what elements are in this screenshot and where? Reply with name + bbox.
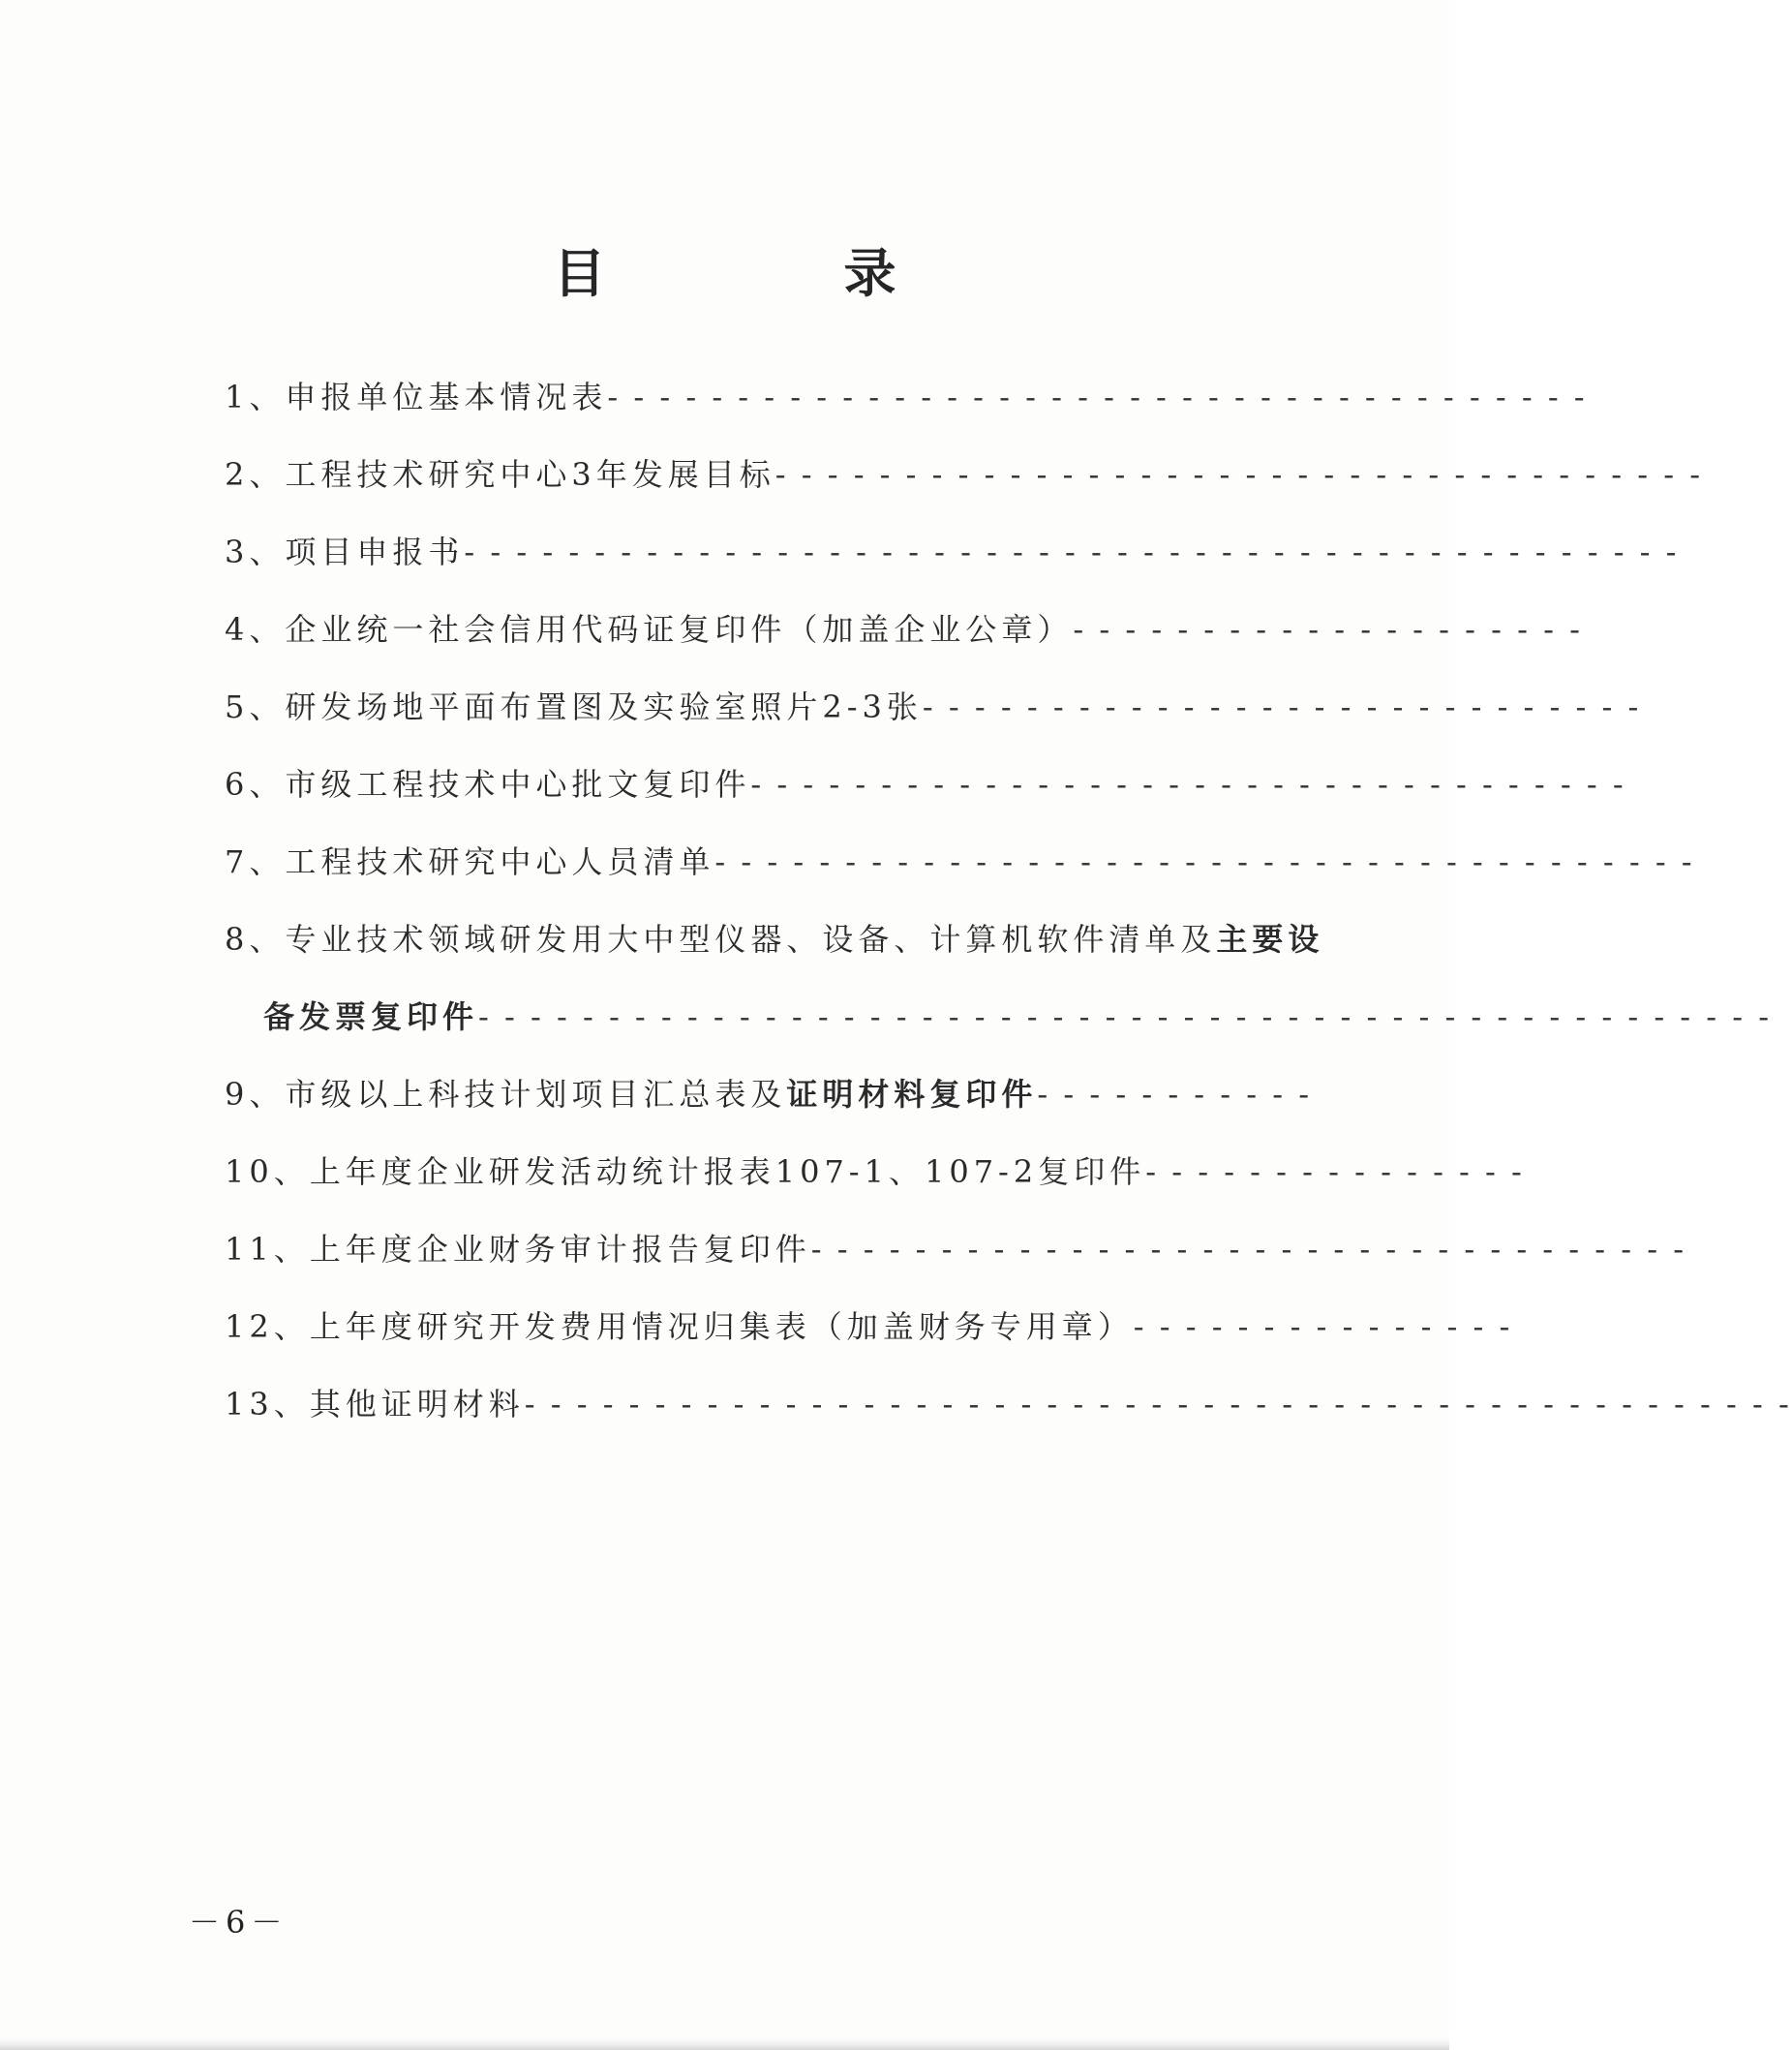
toc-entry-1 — [225, 358, 1588, 436]
toc-entry-bold-text: 主要设 — [1216, 921, 1324, 958]
dot-leader: - - - - - - - - - - - - - - - - - - - - — [1073, 611, 1583, 648]
scan-edge — [0, 2036, 1449, 2050]
dot-leader: - - - - - - - - - - - - - - - - - - - - - - - - - - - - - - - - - - - - - - — [607, 379, 1588, 415]
toc-entry-4 — [225, 591, 1583, 668]
dot-leader: - - - - - - - - - - - - - - - - - - - - - - - - - - - - — [922, 688, 1642, 725]
toc-entry-text: 8、专业技术领域研发用大中型仪器、设备、计算机软件清单及 — [225, 921, 1217, 958]
dot-leader: - - - - - - - - - - - — [1037, 1076, 1313, 1113]
dot-leader: - - - - - - - - - - - - - - - - - - - - - - - - - - - - - - - - - - - - - - - - - - - - - - - - - — [524, 1386, 1792, 1423]
toc-entry-bold-text: 备发票复印件 — [263, 998, 479, 1035]
toc-entry-10 — [225, 1133, 1525, 1210]
page-number: －6－ — [189, 1904, 289, 1941]
dot-leader: - - - - - - - - - - - - - - - — [1145, 1153, 1525, 1190]
dot-leader: - - - - - - - - - - - - - - - - - - - - - - - - - - - - - - - - - - - - - - — [714, 843, 1695, 880]
toc-entry-11 — [225, 1210, 1687, 1288]
table-of-contents — [225, 358, 1792, 1443]
toc-entry-text: 11、上年度企业财务审计报告复印件 — [225, 1231, 811, 1268]
dot-leader: - - - - - - - - - - - - - - - - - - - - - - - - - - - - - - - - - - — [750, 766, 1626, 803]
dot-leader: - - - - - - - - - - - - - - - - - - - - - - - - - - - - - - - - - - - - - - - - - - - - - - - - - - — [478, 998, 1773, 1035]
dot-leader: - - - - - - - - - - - - - - - - - - - - - - - - - - - - - - - - - - - - — [775, 456, 1703, 493]
toc-entry-9 — [225, 1056, 1313, 1133]
dot-leader: - - - - - - - - - - - - - - - - - - - - - - - - - - - - - - - - - - — [810, 1231, 1687, 1268]
toc-entry-5 — [225, 668, 1642, 746]
toc-entry-text: 2、工程技术研究中心3年发展目标 — [225, 456, 775, 493]
toc-entry-text: 5、研发场地平面布置图及实验室照片2-3张 — [225, 688, 923, 725]
toc-entry-text: 6、市级工程技术中心批文复印件 — [225, 766, 751, 803]
toc-entry-text: 9、市级以上科技计划项目汇总表及 — [225, 1076, 787, 1113]
dot-leader: - - - - - - - - - - - - - - - - - - - - - - - - - - - - - - - - - - - - - - - - - - - - - - - — [464, 534, 1680, 570]
toc-entry-text: 12、上年度研究开发费用情况归集表（加盖财务专用章） — [225, 1308, 1134, 1345]
toc-entry-text: 4、企业统一社会信用代码证复印件（加盖企业公章） — [225, 611, 1074, 648]
toc-entry-text: 13、其他证明材料 — [225, 1386, 525, 1423]
toc-entry-12 — [225, 1288, 1513, 1365]
page-title: 目 录 — [553, 243, 989, 304]
toc-entry-6 — [225, 746, 1626, 823]
toc-entry-text: 7、工程技术研究中心人员清单 — [225, 843, 715, 880]
toc-entry-bold-text: 证明材料复印件 — [786, 1076, 1038, 1113]
toc-entry-8-continued — [225, 978, 1773, 1056]
toc-entry-text: 3、项目申报书 — [225, 534, 465, 570]
dot-leader: - - - - - - - - - - - - - - - — [1133, 1308, 1513, 1345]
toc-entry-text: 10、上年度企业研发活动统计报表107-1、107-2复印件 — [225, 1153, 1146, 1190]
toc-entry-3 — [225, 513, 1680, 591]
toc-entry-text: 1、申报单位基本情况表 — [225, 379, 608, 415]
toc-entry-8 — [225, 901, 1324, 978]
toc-entry-7 — [225, 823, 1695, 901]
toc-entry-13 — [225, 1365, 1792, 1443]
toc-entry-2 — [225, 436, 1703, 513]
